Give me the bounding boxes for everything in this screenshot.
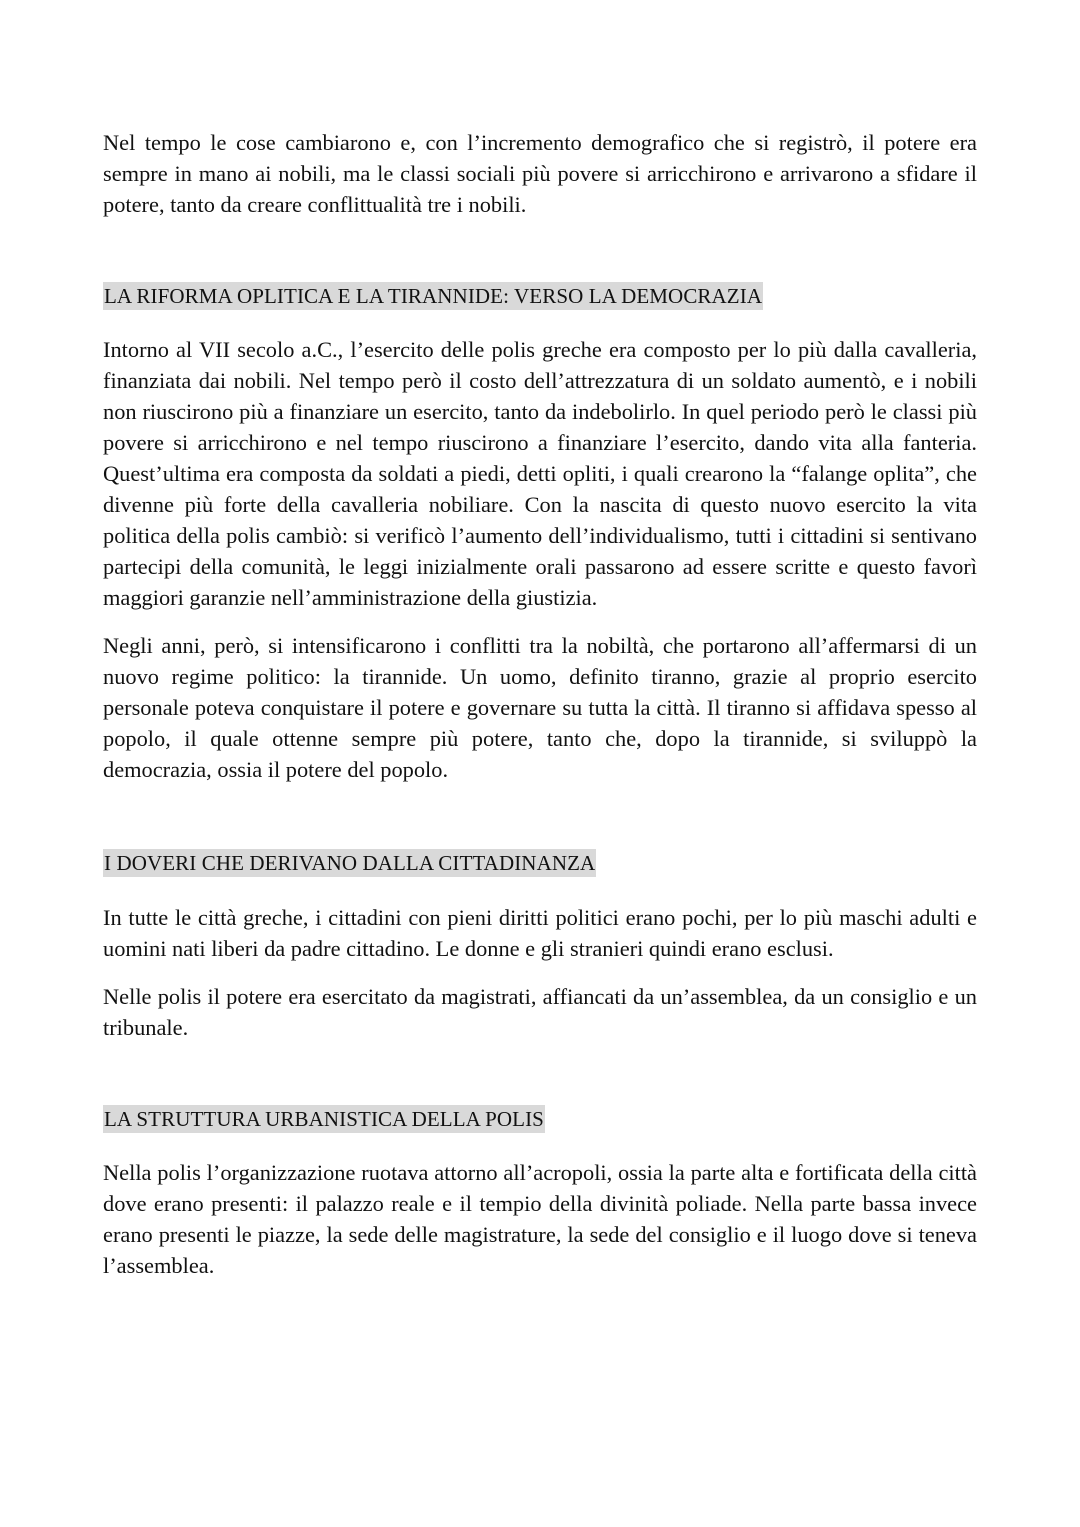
paragraph-cittadini: In tutte le città greche, i cittadini con pieni diritti politici erano pochi, per lo più maschi adulti e uomini nati liberi da padre cittadino. Le donne e gli stranieri quindi erano esclusi. — [103, 905, 977, 961]
section-heading-wrapper — [103, 282, 977, 314]
paragraph-esercito: Intorno al VII secolo a.C., l’esercito delle polis greche era composto per lo più dalla cavalleria, finanziata dai nobili. Nel tempo però il costo dell’attrezzatura di un soldato aumentò, e i nobili non riuscirono più a finanziare un esercito, tanto da indebolirlo. In quel periodo però le classi più povere si arricchirono e nel tempo riuscirono a finanziare l’esercito, dando vita alla fanteria. Quest’ultima era composta da soldati a piedi, detti opliti, i quali crearono la “falange oplita”, che divenne più forte della cavalleria nobiliare. Con la nascita di questo nuovo esercito la vita politica della polis cambiò: si verificò l’aumento dell’individualismo, tutti i cittadini si sentivano partecipi della comunità, le leggi inizialmente orali passarono ad essere scritte e questo favorì maggiori garanzie nell’amministrazione della giustizia. — [103, 337, 977, 610]
intro-paragraph: Nel tempo le cose cambiarono e, con l’incremento demografico che si registrò, il potere era sempre in mano ai nobili, ma le classi sociali più povere si arricchirono e arrivarono a sfidare il potere, tanto da creare conflittualità tre i nobili. — [103, 130, 977, 217]
document-page — [103, 127, 977, 1281]
paragraph-acropoli: Nella polis l’organizzazione ruotava attorno all’acropoli, ossia la parte alta e fortificata della città dove erano presenti: il palazzo reale e il tempio della divinità poliade. Nella parte bassa invece erano presenti le piazze, la sede delle magistrature, la sede del consiglio e il luogo dove si teneva l’assemblea. — [103, 1160, 977, 1278]
section-heading-wrapper — [103, 849, 977, 881]
section-heading-urbanistica: LA STRUTTURA URBANISTICA DELLA POLIS — [104, 1107, 544, 1131]
section-heading-wrapper — [103, 1105, 977, 1137]
section-heading-cittadinanza: I DOVERI CHE DERIVANO DALLA CITTADINANZA — [104, 851, 596, 875]
paragraph-tirannide: Negli anni, però, si intensificarono i conflitti tra la nobiltà, che portarono all’affermarsi di un nuovo regime politico: la tirannide. Un uomo, definito tiranno, grazie al proprio esercito personale poteva conquistare il potere e governare su tutta la città. Il tiranno si affidava spesso al popolo, il quale ottenne sempre più potere, tanto che, dopo la tirannide, si sviluppò la democrazia, ossia il potere del popolo. — [103, 633, 977, 782]
section-heading-oplitica: LA RIFORMA OPLITICA E LA TIRANNIDE: VERSO LA DEMOCRAZIA — [104, 284, 763, 308]
paragraph-magistrati: Nelle polis il potere era esercitato da magistrati, affiancati da un’assemblea, da un consiglio e un tribunale. — [103, 984, 977, 1040]
